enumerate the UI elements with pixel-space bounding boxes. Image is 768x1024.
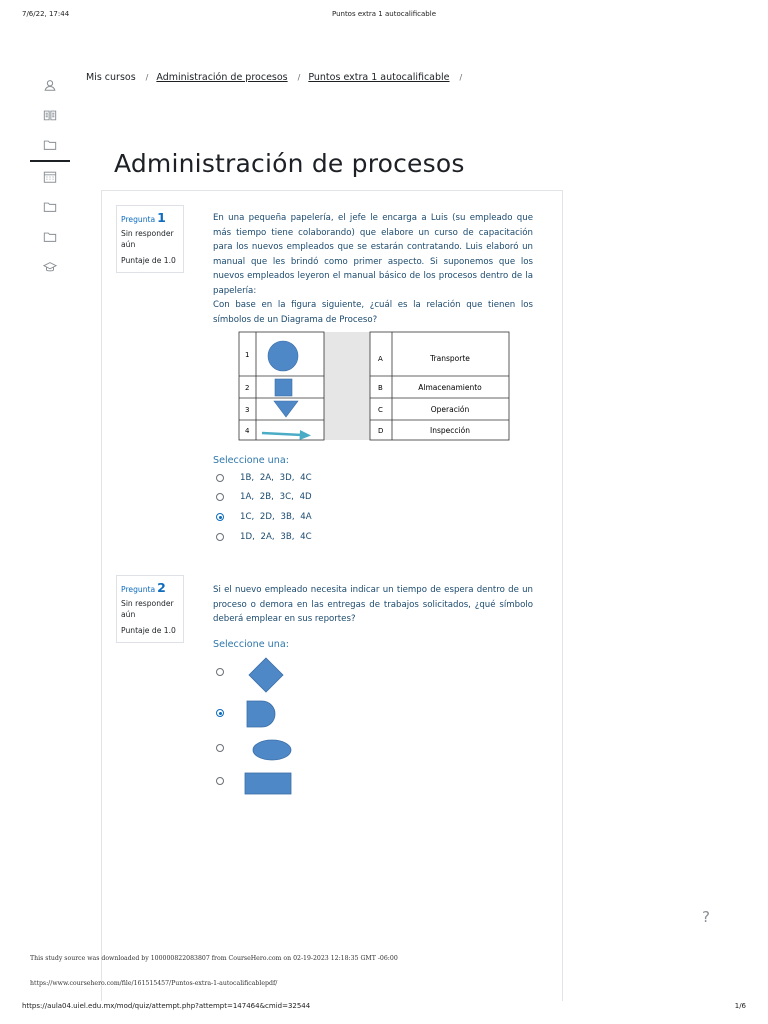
answer-option[interactable] bbox=[216, 512, 312, 522]
folder-icon bbox=[43, 230, 57, 244]
breadcrumb-separator: / bbox=[459, 73, 463, 82]
breadcrumb-separator: / bbox=[297, 73, 301, 82]
print-page-number: 1/6 bbox=[734, 1002, 746, 1010]
row-number: 2 bbox=[245, 384, 250, 392]
question-label: Pregunta bbox=[121, 585, 156, 594]
book-icon bbox=[43, 108, 57, 122]
answer-option[interactable] bbox=[216, 744, 224, 752]
nav-unit-2[interactable] bbox=[30, 222, 70, 252]
answer-option[interactable] bbox=[216, 709, 224, 717]
question-paragraph: Si el nuevo empleado necesita indicar un tiempo de espera dentro de un proceso o demora en las entregas de trabajos solicitados, ¿qué símbolo deberá emplear en sus reportes? bbox=[213, 585, 533, 624]
calendar-icon bbox=[43, 170, 57, 184]
answer-option[interactable] bbox=[216, 668, 224, 676]
row-meaning: Operación bbox=[430, 405, 470, 414]
row-meaning: Almacenamiento bbox=[418, 383, 482, 392]
row-letter: B bbox=[378, 384, 383, 392]
breadcrumb-separator: / bbox=[145, 73, 149, 82]
question-paragraph: En una pequeña papelería, el jefe le encarga a Luis (su empleado que más tiempo tiene colaborando) que elabore un curso de capacitación para los nuevos empleados que se estarán contratando. Luis elaboró un manual que les brindó como primer aspecto. Si suponemos que los nuevos empleados leyeron el manual básico de los procesos dentro de la papelería: bbox=[213, 213, 533, 296]
breadcrumb bbox=[86, 72, 470, 83]
nav-grades[interactable] bbox=[30, 100, 70, 130]
circle-symbol bbox=[268, 341, 298, 371]
radio-button[interactable] bbox=[216, 777, 224, 785]
radio-button[interactable] bbox=[216, 493, 224, 501]
question-text-1 bbox=[213, 211, 533, 327]
folder-icon bbox=[43, 200, 57, 214]
print-url: https://aula04.uiel.edu.mx/mod/quiz/attempt.php?attempt=147464&cmid=32544 bbox=[22, 1002, 311, 1010]
nav-general[interactable] bbox=[30, 130, 70, 162]
diamond-decision-symbol bbox=[248, 657, 284, 693]
nav-dashboard[interactable] bbox=[30, 252, 70, 282]
radio-button-selected[interactable] bbox=[216, 513, 224, 521]
radio-button[interactable] bbox=[216, 533, 224, 541]
answer-option[interactable] bbox=[216, 492, 312, 502]
answer-option[interactable] bbox=[216, 532, 312, 542]
answer-text: 1D, 2A, 3B, 4C bbox=[240, 532, 312, 542]
answer-text: 1A, 2B, 3C, 4D bbox=[240, 492, 312, 502]
question-label: Pregunta bbox=[121, 215, 156, 224]
nav-calendar[interactable] bbox=[30, 162, 70, 192]
question-grade: Puntaje de 1.0 bbox=[121, 256, 176, 265]
folder-icon bbox=[43, 138, 57, 152]
rectangle-symbol bbox=[244, 772, 292, 796]
row-letter: C bbox=[378, 406, 383, 414]
left-nav-drawer bbox=[30, 70, 70, 282]
radio-button[interactable] bbox=[216, 744, 224, 752]
answer-option[interactable] bbox=[216, 777, 224, 785]
select-one-label: Seleccione una: bbox=[213, 639, 289, 650]
print-title: Puntos extra 1 autocalificable bbox=[331, 10, 437, 18]
question-state: Sin responder aún bbox=[121, 599, 174, 619]
delay-d-shape-symbol bbox=[246, 700, 278, 728]
row-number: 4 bbox=[245, 427, 250, 435]
breadcrumb-my-courses[interactable]: Mis cursos bbox=[86, 72, 136, 83]
breadcrumb-activity[interactable]: Puntos extra 1 autocalificable bbox=[308, 72, 450, 83]
question-grade: Puntaje de 1.0 bbox=[121, 626, 176, 635]
radio-button[interactable] bbox=[216, 668, 224, 676]
nav-unit-1[interactable] bbox=[30, 192, 70, 222]
row-letter: A bbox=[378, 355, 383, 363]
select-one-label: Seleccione una: bbox=[213, 455, 289, 466]
row-letter: D bbox=[378, 427, 384, 435]
square-symbol bbox=[275, 379, 292, 396]
print-datetime: 7/6/22, 17:44 bbox=[22, 10, 70, 18]
question-info-2 bbox=[116, 575, 184, 643]
question-paragraph: Con base en la figura siguiente, ¿cuál es la relación que tienen los símbolos de un Diagrama de Proceso? bbox=[213, 300, 533, 325]
row-number: 3 bbox=[245, 406, 250, 414]
user-profile-icon bbox=[43, 78, 57, 92]
question-text-2 bbox=[213, 583, 533, 627]
answer-text: 1B, 2A, 3D, 4C bbox=[240, 473, 312, 483]
nav-participants[interactable] bbox=[30, 70, 70, 100]
question-number: 2 bbox=[157, 580, 166, 595]
breadcrumb-course[interactable]: Administración de procesos bbox=[156, 72, 288, 83]
question-state: Sin responder aún bbox=[121, 229, 174, 249]
answer-option[interactable] bbox=[216, 473, 312, 483]
process-symbols-figure bbox=[238, 331, 510, 441]
row-meaning: Transporte bbox=[430, 354, 470, 363]
source-note: This study source was downloaded by 100000822083807 from CourseHero.com on 02-19-2023 12:18:35 GMT -06:00 bbox=[30, 955, 398, 962]
question-info-1 bbox=[116, 205, 184, 273]
radio-button[interactable] bbox=[216, 474, 224, 482]
help-button[interactable]: ? bbox=[702, 908, 710, 926]
source-link[interactable]: https://www.coursehero.com/file/161515457/Puntos-extra-1-autocalificablepdf/ bbox=[30, 980, 278, 987]
print-footer bbox=[22, 1002, 746, 1010]
print-header bbox=[22, 10, 746, 22]
page-title: Administración de procesos bbox=[114, 148, 465, 178]
row-number: 1 bbox=[245, 351, 250, 359]
row-meaning: Inspección bbox=[430, 426, 470, 435]
question-number: 1 bbox=[157, 210, 166, 225]
ellipse-symbol bbox=[252, 739, 292, 761]
graduation-cap-icon bbox=[43, 260, 57, 274]
radio-button-selected[interactable] bbox=[216, 709, 224, 717]
answer-text: 1C, 2D, 3B, 4A bbox=[240, 512, 312, 522]
figure-spacer bbox=[324, 332, 370, 440]
